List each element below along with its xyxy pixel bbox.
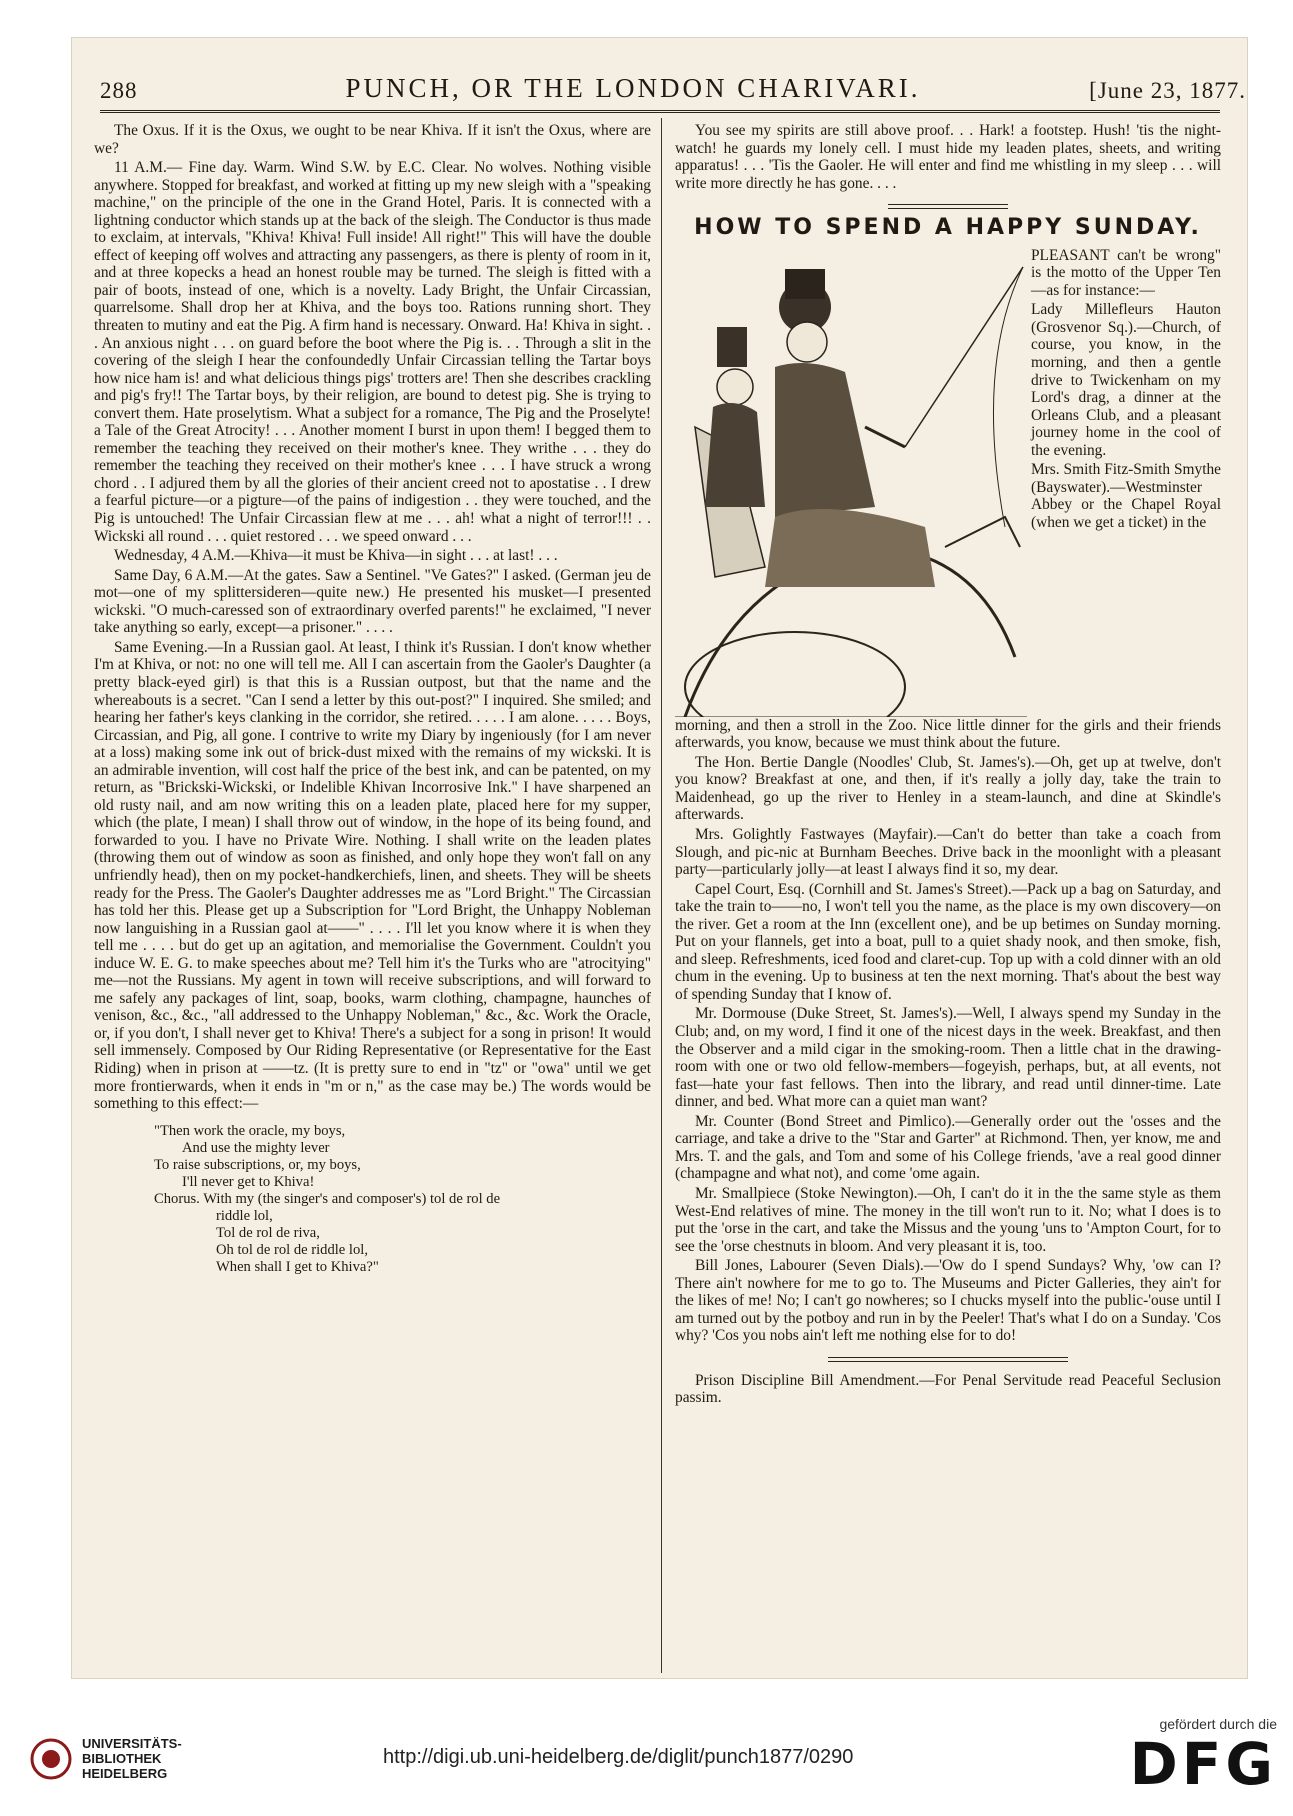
verse-line: Chorus. With my (the singer's and composer's) tol de rol de bbox=[154, 1190, 501, 1207]
article-headline: HOW TO SPEND A HAPPY SUNDAY. bbox=[694, 215, 1202, 241]
header-rule bbox=[100, 110, 1220, 113]
library-seal-icon bbox=[30, 1738, 72, 1780]
issue-date: [June 23, 1877. bbox=[1089, 78, 1246, 103]
verse-line: When shall I get to Khiva?" bbox=[216, 1258, 379, 1275]
source-url[interactable]: http://digi.ub.uni-heidelberg.de/diglit/punch1877/0290 bbox=[383, 1746, 854, 1768]
verse-line: riddle lol, bbox=[216, 1207, 273, 1224]
right-column bbox=[675, 122, 1221, 1409]
paragraph: PLEASANT can't be wrong" is the motto of the Upper Ten—as for instance:— bbox=[1031, 246, 1221, 299]
verse-line: And use the mighty lever bbox=[182, 1139, 330, 1156]
masthead-title: PUNCH, OR THE LONDON CHARIVARI. bbox=[345, 73, 921, 103]
paragraph: Same Day, 6 A.M.—At the gates. Saw a Sentinel. "Ve Gates?" I asked. (German jeu de mot—one of my splittersideren—quite new.) He presented his musket—I presented wickski. "O much-caressed son of extraordinary overfed parents!" he exclaimed, "I never take anything so early, except—a prisoner." . . . . bbox=[94, 566, 651, 637]
paragraph: Same Evening.—In a Russian gaol. At least, I think it's Russian. I don't know whether I'm at Khiva, or not: no one will tell me. All I can ascertain from the Gaoler's Daughter (a pretty black-eyed girl) is that this is a Russian outpost, but that the name and the whereabouts is a secret. "Can I send a letter by this out-post?" I inquired. She smiled; and hearing her father's keys clanking in the corridor, she retired. . . . . I am alone. . . . . Boys, Circassian, and Pig, all gone. I contrive to write my Diary by ingeniously (for I am never at a loss) making some ink out of brick-dust mixed with the remains of my wickski. It is an admirable invention, will cost half the price of the best ink, and can be patented, on my return, as "Brickski-Wickski, or Indelible Khivan Incorrosive Ink." I have sharpened an old rusty nail, and am now writing this on a leaden plate, placed here for my supper, which (the plate, I mean) I shall throw out of window, in the hope of its being found, and forwarded to you. I have no Private Wire. Nothing. I shall write on the leaden plates (throwing them out of window as soon as finished, and only hope they won't fall on any unfriendly head), then on my pocket-handkerchiefs, linen, and sheets. They will be sheets ready for the Press. The Gaoler's Daughter addresses me as "Lord Bright." The Circassian has told her this. Please get up a Subscription for "Lord Bright, the Unhappy Nobleman now languishing in a Russian gaol at——" . . . . I'll let you know where it is when they tell me . . . . but do get up an agitation, and memorialise the Government. Couldn't you induce W. E. G. to make speeches about me? Tell him it's the Turks who are "atrocitying" me—not the Russians. My agent in town will receive subscriptions, and will forward to me safely any packages of lint, soap, books, warm clothing, champagne, haunches of venison, &c., &c., "all addressed to the Unhappy Nobleman," &c., &c. Work the Oracle, or, if you don't, I shall never get to Khiva! There's a subject for a song in prison! It would sell immensely. Composed by Our Riding Representative (or Representative for the East Riding) when in prison at ——tz. (It is pretty sure to end in "tz" or "owa" until we get more frontierwards, when it ends in "m or n," as the case may be.) The words would be something to this effect:— bbox=[94, 638, 651, 1113]
paragraph: Wednesday, 4 A.M.—Khiva—it must be Khiva—in sight . . . at last! . . . bbox=[114, 547, 558, 565]
paragraph: Capel Court, Esq. (Cornhill and St. James's Street).—Pack up a bag on Saturday, and take the train to——no, I won't tell you the name, as the place is my own discovery—on the river. Get a room at the Inn (excellent one), and be up betimes on Sunday morning. Put on your flannels, get into a boat, pull to a quiet shady nook, and then smoke, fish, and sleep. Refreshments, iced food and claret-cup. Top up with a cold dinner with an old chum in the evening. Up to business at ten the next morning. That's about the best way of spending Sunday that I know of. bbox=[675, 880, 1221, 1003]
paragraph: Lady Millefleurs Hauton (Grosvenor Sq.).—Church, of course, you know, in the morning, and then a gentle drive to Twickenham on my Lord's drag, a dinner at the Orleans Club, and a pleasant journey home in the cool of the evening. bbox=[1031, 301, 1221, 459]
column-divider bbox=[661, 118, 662, 1673]
paragraph: Bill Jones, Labourer (Seven Dials).—'Ow do I spend Sundays? Why, 'ow can I? There ain't nowhere for me to go to. The Museums and Picter Galleries, they ain't for the likes of me! No; I can't go nowheres; so I chucks myself into the public-'ouse until I am turned out by the potboy and run in by the Peeler! That's what I do on a Sunday. 'Cos why? 'Cos you nobs ain't left me nothing else for to do! bbox=[675, 1257, 1221, 1345]
verse-line: I'll never get to Khiva! bbox=[182, 1173, 315, 1190]
illustration-side-text bbox=[1031, 247, 1221, 534]
paragraph: The Hon. Bertie Dangle (Noodles' Club, St. James's).—Oh, get up at twelve, don't you know? Breakfast at one, and then, if it's really a jolly day, take the train to Maidenhead, go up the river to Henley in a steam-launch, and dine at Skindle's afterwards. bbox=[675, 753, 1221, 824]
page-number: 288 bbox=[100, 78, 138, 103]
verse-line: Tol de rol de riva, bbox=[216, 1224, 320, 1241]
carriage-illustration bbox=[675, 247, 1027, 717]
library-name: UNIVERSITÄTS- BIBLIOTHEK HEIDELBERG bbox=[82, 1736, 182, 1781]
left-column bbox=[94, 122, 651, 1276]
library-logo bbox=[30, 1736, 182, 1781]
page-header bbox=[100, 48, 1246, 104]
section-separator bbox=[888, 204, 1008, 209]
verse-line: "Then work the oracle, my boys, bbox=[154, 1122, 346, 1139]
paragraph: Mrs. Smith Fitz-Smith Smythe (Bayswater).—Westminster Abbey or the Chapel Royal (when we get a ticket) in the bbox=[1031, 461, 1221, 531]
paragraph: You see my spirits are still above proof. . . Hark! a footstep. Hush! 'tis the night-watch! he guards my lonely cell. I must hide my leaden plates, sheets, and writing apparatus! . . . 'Tis the Gaoler. He will enter and find me whistling in my sleep . . . will write more directly he has gone. . . . bbox=[675, 122, 1221, 192]
paragraph: Mr. Smallpiece (Stoke Newington).—Oh, I can't do it in the the same style as them West-End relatives of mine. The money in the till won't run to it. No; what I does is to put the 'orse in the cart, and take the Missus and the young 'uns to 'Ampton Court, for to see the 'orse chestnuts in bloom. And very pleasant it is, too. bbox=[675, 1184, 1221, 1255]
paragraph: Mr. Dormouse (Duke Street, St. James's).—Well, I always spend my Sunday in the Club; and, on my word, I find it one of the nicest days in the week. Breakfast, and then the Observer and a mild cigar in the smoking-room. Then a little chat in the drawing-room with one or two old fellow-members—fogeyish, perhaps, but, at all events, not fast—hate your fast fellows. Then into the library, and read until dinner-time. Late dinner, and bed. What more can a quiet man want? bbox=[675, 1005, 1221, 1111]
funder-label: gefördert durch die bbox=[1159, 1716, 1277, 1732]
paragraph: Prison Discipline Bill Amendment.—For Penal Servitude read Peaceful Seclusion passim. bbox=[675, 1371, 1221, 1407]
section-separator bbox=[828, 1357, 1068, 1362]
paragraph: morning, and then a stroll in the Zoo. Nice little dinner for the girls and their friends afterwards, you know, because we must think about the future. bbox=[675, 716, 1221, 752]
paragraph: Mr. Counter (Bond Street and Pimlico).—Generally order out the 'osses and the carriage, and take a drive to the "Star and Garter" at Richmond. Then, yer know, me and Mrs. T. and the gals, and Tom and some of his College friends, 'ave a real good dinner (champagne and what not), and come 'ome again. bbox=[675, 1112, 1221, 1183]
illustrated-block bbox=[675, 247, 1221, 717]
newspaper-page bbox=[72, 38, 1247, 1678]
funder-credit bbox=[1130, 1716, 1277, 1796]
paragraph: The Oxus. If it is the Oxus, we ought to be near Khiva. If it isn't the Oxus, where are we? bbox=[94, 122, 651, 157]
verse-line: Oh tol de rol de riddle lol, bbox=[216, 1241, 368, 1258]
paragraph: 11 A.M.— Fine day. Warm. Wind S.W. by E.C. Clear. No wolves. Nothing visible anywhere. Stopped for breakfast, and worked at fitting up my new sleigh with a "speaking machine," on the principle of the one in the Grand Hotel, Paris. It is connected with a lightning conductor which stands up at the back of the sleigh. The Conductor is thus made to exclaim, at intervals, "Khiva! Khiva! Full inside! All right!" This will have the double effect of keeping off wolves and attracting any passengers, as there is plenty of room in it, and at three kopecks a head an honest rouble may be turned. The sleigh is fitted with a pair of boots, instead of one, which is a novelty. Lady Bright, the Unfair Circassian, quarrelsome. Shall drop her at Khiva, and the boys too. Rations running short. They threaten to mutiny and eat the Pig. A firm hand is necessary. Onward. Ha! Khiva in sight. . . An anxious night . . . on guard before the boot where the Pig is. . . Through a slit in the covering of the sleigh I hear the confoundedly Unfair Circassian telling the Tartar boys how nice ham is! and what delicious things pigs' trotters are! Then she describes crackling and pig's fry!! The Tartar boys, by their religion, are bound to detest pig. She is trying to convert them. Hate proselytism. What a subject for a romance, The Pig and the Proselyte! a Tale of the Great Atrocity! . . . Another moment I burst in upon them! I begged them to remember the teaching they received on their mother's knee. They writhe . . . they do remember the teaching they received on their mother's knee . . . I have struck a wrong chord . . I adjured them by all the glories of their ancient creed not to apostatise . . I drew a fearful picture—or a pigture—of the pains of indigestion . . they were touched, and the Pig is untouched! The Unfair Circassian flew at me . . . ah! what a night of terror!!! . . Wickski all round . . . quiet restored . . . we speed onward . . . bbox=[94, 159, 651, 545]
paragraph: Mrs. Golightly Fastwayes (Mayfair).—Can't do better than take a coach from Slough, and pic-nic at Burnham Beeches. Drive back in the moonlight with a pleasant party—particularly jolly—at least I always find it so, my dear. bbox=[675, 826, 1221, 879]
song-verse bbox=[154, 1123, 651, 1276]
digitization-footer bbox=[0, 1702, 1293, 1816]
dfg-logo: DFG bbox=[1129, 1730, 1277, 1798]
verse-line: To raise subscriptions, or, my boys, bbox=[154, 1156, 361, 1173]
